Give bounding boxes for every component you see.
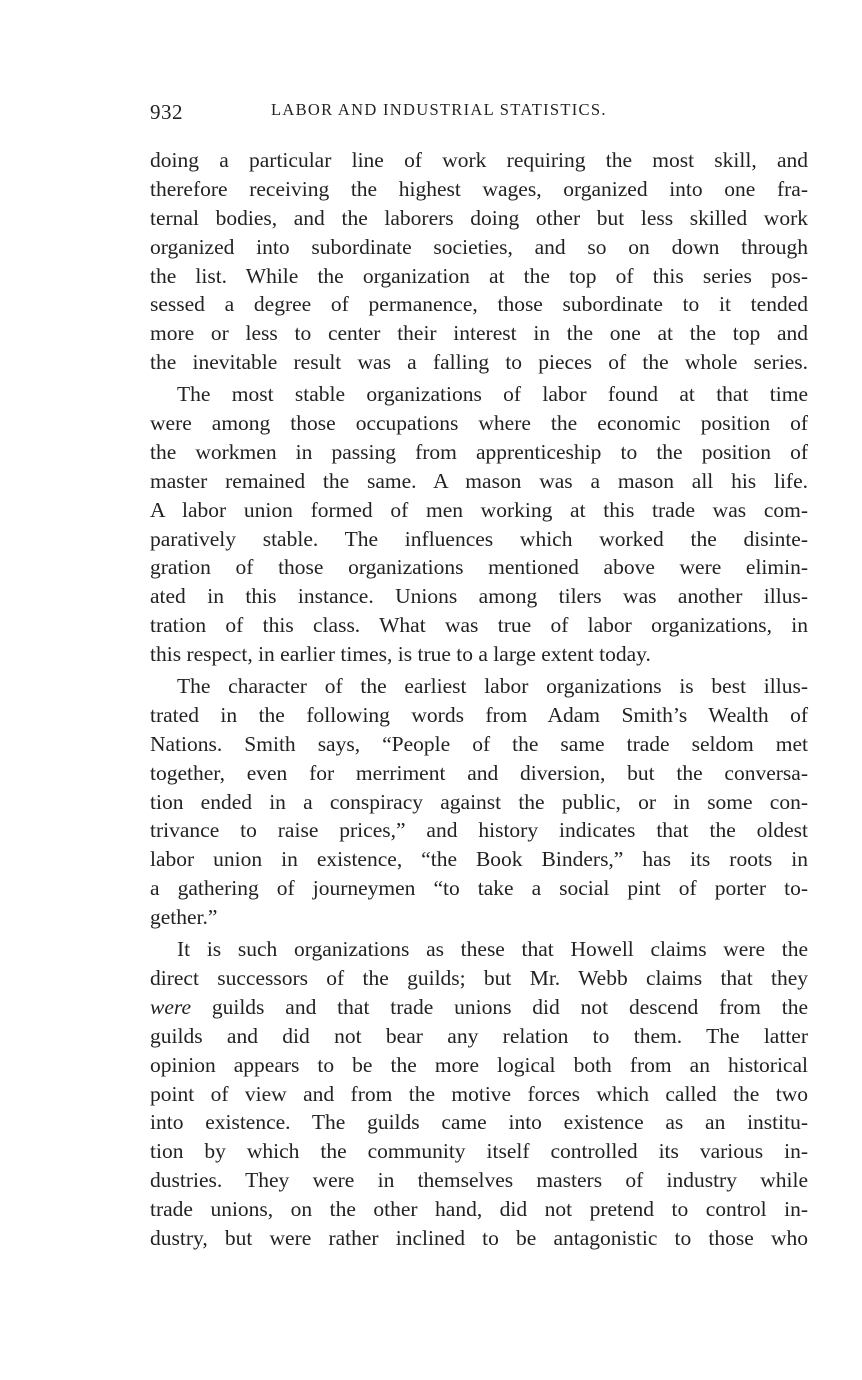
text-line: A labor union formed of men working at this trade was com- bbox=[150, 497, 808, 522]
text-line: the inevitable result was a falling to pieces of the whole series. bbox=[150, 350, 808, 375]
paragraph-3 bbox=[150, 672, 808, 932]
text-line: Nations. Smith says, “People of the same trade seldom met bbox=[150, 731, 808, 756]
page-number: 932 bbox=[150, 100, 183, 124]
text-line: direct successors of the guilds; but Mr. Webb claims that they bbox=[150, 965, 808, 990]
text-line: guilds and did not bear any relation to them. The latter bbox=[150, 1023, 808, 1048]
text-line: therefore receiving the highest wages, organized into one fra- bbox=[150, 176, 808, 201]
text-line: were among those occupations where the economic position of bbox=[150, 411, 808, 436]
running-title: LABOR AND INDUSTRIAL STATISTICS. bbox=[271, 100, 607, 119]
text-line: tration of this class. What was true of labor organizations, in bbox=[150, 613, 808, 638]
text-line: doing a particular line of work requiring the most skill, and bbox=[150, 148, 808, 172]
paragraph-1 bbox=[150, 146, 808, 377]
text-line: the workmen in passing from apprenticeship to the position of bbox=[150, 439, 808, 464]
text-line: a gathering of journeymen “to take a social pint of porter to- bbox=[150, 876, 808, 901]
text-line: ternal bodies, and the laborers doing other but less skilled work bbox=[150, 205, 808, 230]
text-line: more or less to center their interest in the one at the top and bbox=[150, 321, 808, 346]
text-line: into existence. The guilds came into existence as an institu- bbox=[150, 1110, 808, 1135]
text-line: organized into subordinate societies, and so on down through bbox=[150, 234, 808, 259]
page-header bbox=[150, 100, 810, 130]
text-line: opinion appears to be the more logical both from an historical bbox=[150, 1052, 808, 1077]
text-line: point of view and from the motive forces which called the two bbox=[150, 1081, 808, 1106]
text-line: together, even for merriment and diversion, but the conversa- bbox=[150, 760, 808, 785]
text-line: sessed a degree of permanence, those subordinate to it tended bbox=[150, 292, 808, 317]
text-line: ated in this instance. Unions among tilers was another illus- bbox=[150, 584, 808, 609]
text-line: dustry, but were rather inclined to be antagonistic to those who bbox=[150, 1225, 808, 1250]
text-line: The character of the earliest labor organizations is best illus- bbox=[177, 674, 808, 699]
paragraph-4 bbox=[150, 935, 808, 1253]
text-line-with-italic bbox=[150, 993, 808, 1022]
body-text bbox=[150, 146, 808, 1253]
text-line: It is such organizations as these that Howell claims were the bbox=[177, 937, 808, 962]
text-line: tion by which the community itself controlled its various in- bbox=[150, 1139, 808, 1164]
text-line: labor union in existence, “the Book Binders,” has its roots in bbox=[150, 847, 808, 872]
text-fragment: guilds and that trade unions did not descend from the bbox=[191, 994, 808, 1019]
text-line: dustries. They were in themselves masters of industry while bbox=[150, 1168, 808, 1193]
text-line: master remained the same. A mason was a mason all his life. bbox=[150, 468, 808, 493]
text-line: the list. While the organization at the top of this series pos- bbox=[150, 263, 808, 288]
text-line: paratively stable. The influences which worked the disinte- bbox=[150, 526, 808, 551]
text-line: gether.” bbox=[150, 905, 218, 930]
text-line: this respect, in earlier times, is true to a large extent today. bbox=[150, 642, 651, 667]
paragraph-2 bbox=[150, 380, 808, 669]
text-line: trade unions, on the other hand, did not pretend to control in- bbox=[150, 1197, 808, 1222]
italic-word: were bbox=[150, 994, 191, 1019]
text-line: gration of those organizations mentioned above were elimin- bbox=[150, 555, 808, 580]
text-line: tion ended in a conspiracy against the public, or in some con- bbox=[150, 789, 808, 814]
text-line: The most stable organizations of labor found at that time bbox=[177, 382, 808, 407]
text-line: trivance to raise prices,” and history indicates that the oldest bbox=[150, 818, 808, 843]
text-line: trated in the following words from Adam Smith’s Wealth of bbox=[150, 702, 808, 727]
